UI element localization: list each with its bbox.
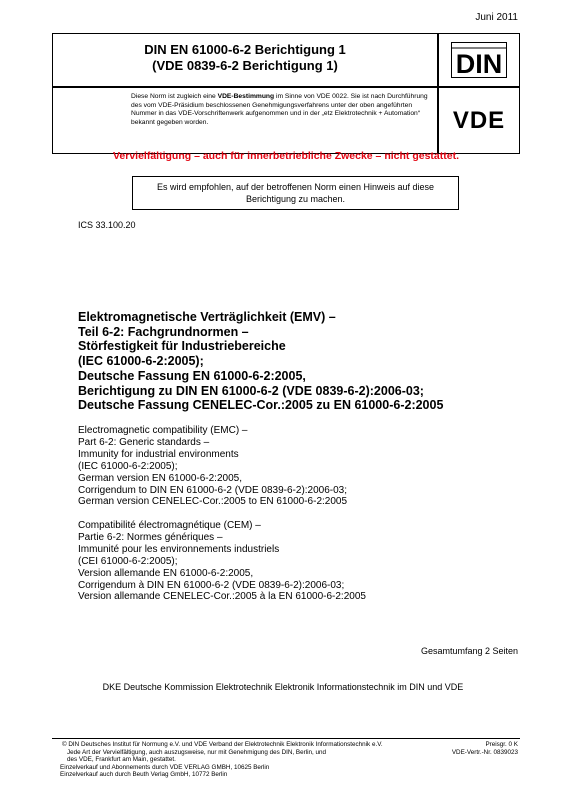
title-line: (IEC 61000-6-2:2005); (78, 460, 178, 472)
title-line: Immunity for industrial environments (78, 448, 239, 460)
title-line: Teil 6-2: Fachgrundnormen – (78, 324, 249, 339)
title-line: German version EN 61000-6-2:2005, (78, 472, 242, 484)
footer-divider (52, 738, 520, 739)
copy-warning: Vervielfältigung – auch für innerbetriebliche Zwecke – nicht gestattet. (112, 150, 459, 162)
title-line: (IEC 61000-6-2:2005); (78, 354, 204, 369)
title-french (78, 520, 538, 603)
title-line: Immunité pour les environnements industriels (78, 543, 280, 555)
price-group: Preisgr. 0 K (485, 741, 518, 748)
document-number: DIN EN 61000-6-2 Berichtigung 1 (144, 42, 346, 57)
title-line: Electromagnetic compatibility (EMC) – (78, 425, 248, 436)
title-line: Partie 6-2: Normes génériques – (78, 531, 223, 543)
title-line: German version CENELEC-Cor.:2005 to EN 61000-6-2:2005 (78, 496, 348, 508)
din-logo (438, 33, 520, 87)
title-line: Version allemande CENELEC-Cor.:2005 à la EN 61000-6-2:2005 (78, 591, 366, 603)
title-line: Berichtigung zu DIN EN 61000-6-2 (VDE 0839-6-2):2006-03; (78, 383, 424, 398)
title-line: Elektromagnetische Verträglichkeit (EMV) – (78, 310, 336, 324)
document-vde-number: (VDE 0839-6-2 Berichtigung 1) (152, 58, 338, 73)
footer-line: © DIN Deutsches Institut für Normung e.V. und VDE Verband der Elektrotechnik Elektronik Informationstechnik e.V. (62, 741, 383, 748)
vde-logo (438, 87, 520, 154)
title-english (78, 425, 538, 508)
footer-line: Einzelverkauf auch durch Beuth Verlag GmbH, 10772 Berlin (60, 771, 228, 779)
title-line: Deutsche Fassung EN 61000-6-2:2005, (78, 368, 306, 383)
vde-contract-number: VDE-Vertr.-Nr. 0839023 (451, 748, 518, 756)
title-line: Corrigendum to DIN EN 61000-6-2 (VDE 0839-6-2):2006-03; (78, 484, 348, 496)
vde-logo-text: VDE (452, 106, 506, 134)
vde-notice: Diese Norm ist zugleich eine VDE-Bestimmung im Sinne von VDE 0022. Sie ist nach Durchführung des vom VDE-Präsidium beschlossenen Genehmigungsverfahrens unter der oben angeführten Nummer in das VDE-Vorschriftenwerk aufgenommen und in der „etz Elektrotechnik + Automation“ bekannt gegeben worden. (52, 87, 438, 154)
footer-line: Jede Art der Vervielfältigung, auch auszugsweise, nur mit Genehmigung des DIN, Berlin, und (67, 748, 327, 756)
din-logo-icon (451, 42, 507, 78)
title-line: Compatibilité électromagnétique (CEM) – (78, 520, 261, 531)
title-german (78, 310, 538, 413)
title-line: Version allemande EN 61000-6-2:2005, (78, 567, 254, 579)
title-line: (CEI 61000-6-2:2005); (78, 555, 178, 567)
dke-line: DKE Deutsche Kommission Elektrotechnik Elektronik Informationstechnik im DIN und VDE (102, 682, 464, 692)
title-line: Deutsche Fassung CENELEC-Cor.:2005 zu EN 61000-6-2:2005 (78, 398, 444, 413)
total-pages: Gesamtumfang 2 Seiten (420, 646, 518, 656)
publication-date: Juni 2011 (475, 12, 518, 23)
footer-copyright (62, 741, 402, 779)
title-line: Störfestigkeit für Industriebereiche (78, 339, 286, 354)
title-line: Part 6-2: Generic standards – (78, 436, 210, 448)
title-line: Corrigendum à DIN EN 61000-6-2 (VDE 0839-6-2):2006-03; (78, 579, 345, 591)
document-header (52, 33, 520, 154)
document-title-cell (52, 33, 438, 87)
footer-price (452, 741, 518, 756)
ics-code: ICS 33.100.20 (78, 220, 136, 230)
footer-line: des VDE, Frankfurt am Main, gestattet. (67, 756, 176, 764)
footer-line: Einzelverkauf und Abonnements durch VDE VERLAG GMBH, 10625 Berlin (60, 763, 270, 771)
svg-text:DIN: DIN (455, 49, 503, 78)
recommendation-box: Es wird empfohlen, auf der betroffenen Norm einen Hinweis auf diese Berichtigung zu machen. (132, 176, 459, 210)
